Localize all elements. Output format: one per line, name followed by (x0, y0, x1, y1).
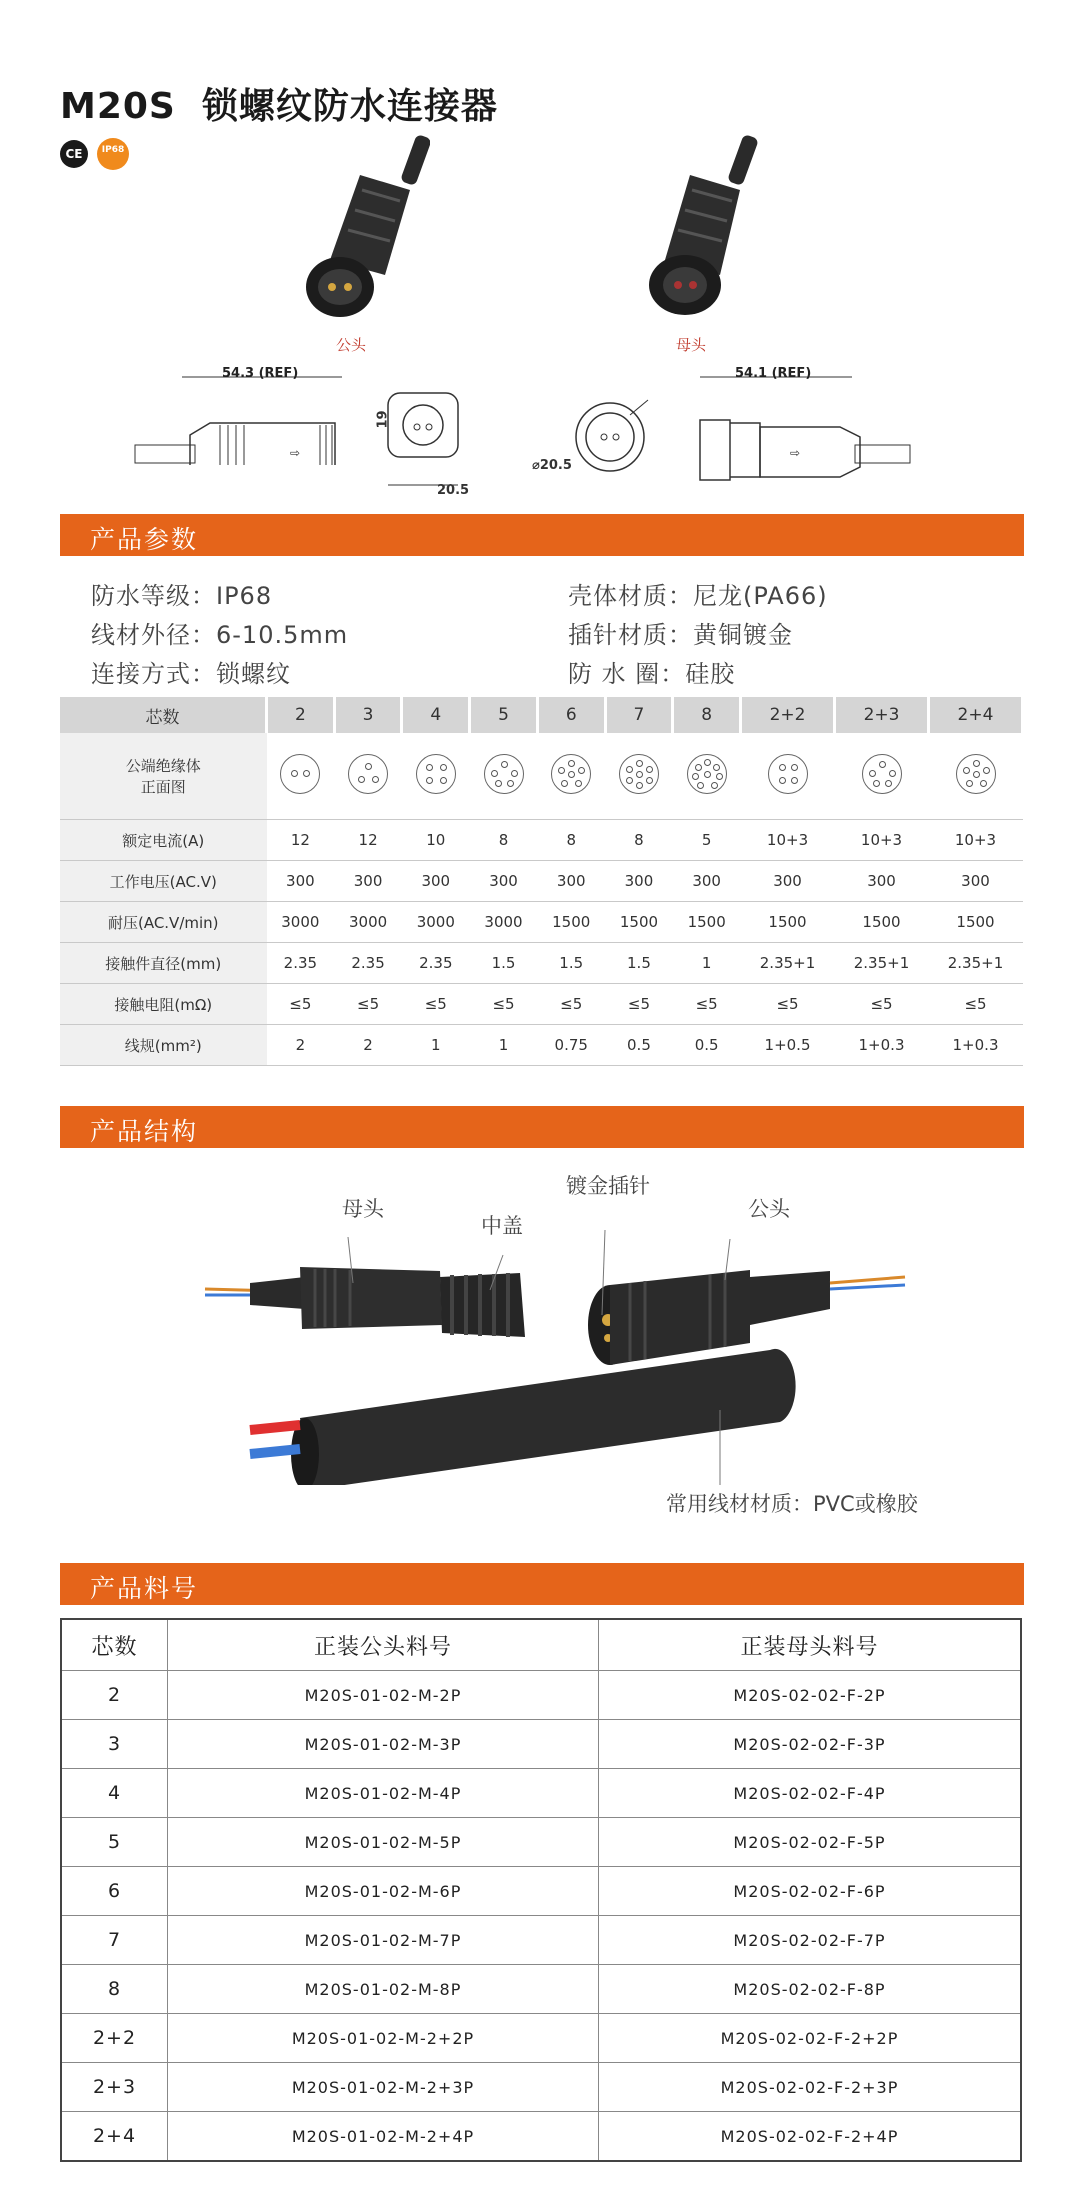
part-row (61, 1965, 1021, 2014)
param-pin-material: 插针材质：黄铜镀金 (568, 621, 793, 649)
spec-row-label: 接触电阻(mΩ) (60, 984, 267, 1025)
spec-cell: 0.5 (673, 1025, 741, 1066)
spec-cell: 300 (537, 861, 605, 902)
spec-cell: 300 (267, 861, 335, 902)
female-length-label: 54.1 (REF) (735, 366, 812, 381)
female-part-number: M20S-02-02-F-6P (599, 1867, 1022, 1916)
label-male: 公头 (748, 1197, 790, 1221)
spec-cell: ≤5 (537, 984, 605, 1025)
core-count: 8 (673, 697, 741, 733)
female-part-number: M20S-02-02-F-3P (599, 1720, 1022, 1769)
spec-rows (60, 820, 1023, 1066)
part-row (61, 1671, 1021, 1720)
spec-cell: 2.35+1 (929, 943, 1023, 984)
spec-cell: 1+0.3 (835, 1025, 929, 1066)
part-header-female: 正装母头料号 (599, 1619, 1022, 1671)
spec-header-label: 芯数 (60, 697, 267, 733)
part-header-cores: 芯数 (61, 1619, 168, 1671)
female-dimension-drawing (690, 365, 920, 485)
core-count: 2+2 (741, 697, 835, 733)
core-count: 5 (470, 697, 538, 733)
spec-cell: 300 (470, 861, 538, 902)
female-part-number: M20S-02-02-F-2+2P (599, 2014, 1022, 2063)
female-part-number: M20S-02-02-F-4P (599, 1769, 1022, 1818)
param-seal: 防 水 圈：硅胶 (568, 660, 736, 688)
core-count: 7 (605, 697, 673, 733)
spec-cell: 5 (673, 820, 741, 861)
ip68-badge-icon: IP68 (97, 138, 129, 170)
part-core-cell: 7 (61, 1916, 168, 1965)
spec-cell: 300 (673, 861, 741, 902)
spec-cell: 1+0.5 (741, 1025, 835, 1066)
spec-row-label: 额定电流(A) (60, 820, 267, 861)
spec-cell: ≤5 (402, 984, 470, 1025)
part-row (61, 2063, 1021, 2112)
spec-cell: 1500 (929, 902, 1023, 943)
core-count: 3 (334, 697, 402, 733)
spec-cell: 3000 (334, 902, 402, 943)
part-row (61, 1916, 1021, 1965)
spec-cell: 10 (402, 820, 470, 861)
section-header-params (60, 514, 1024, 556)
part-core-cell: 5 (61, 1818, 168, 1867)
spec-cell: 2.35+1 (835, 943, 929, 984)
part-core-cell: 2+3 (61, 2063, 168, 2112)
male-caption: 公头 (336, 336, 367, 354)
face-label-line1: 公端绝缘体 (125, 757, 201, 775)
core-count: 4 (402, 697, 470, 733)
part-core-cell: 6 (61, 1867, 168, 1916)
section-title: 产品料号 (90, 1574, 199, 1603)
spec-cell: 300 (402, 861, 470, 902)
pin-layout-4-icon (416, 754, 456, 794)
part-row (61, 1818, 1021, 1867)
spec-cell: ≤5 (334, 984, 402, 1025)
female-connector-image (640, 135, 780, 325)
spec-cell: 1500 (537, 902, 605, 943)
female-part-number: M20S-02-02-F-8P (599, 1965, 1022, 2014)
spec-cell: 2 (334, 1025, 402, 1066)
spec-cell: 1500 (741, 902, 835, 943)
female-part-number: M20S-02-02-F-2+3P (599, 2063, 1022, 2112)
section-header-parts (60, 1563, 1024, 1605)
part-rows (61, 1671, 1021, 2162)
label-female: 母头 (342, 1197, 384, 1221)
spec-cell: 8 (470, 820, 538, 861)
spec-cell: 3000 (470, 902, 538, 943)
male-length-label: 54.3 (REF) (222, 366, 299, 381)
section-header-structure (60, 1106, 1024, 1148)
female-part-number: M20S-02-02-F-2+4P (599, 2112, 1022, 2162)
param-waterproof: 防水等级：IP68 (91, 582, 273, 610)
diameter-label: ⌀20.5 (532, 458, 572, 473)
part-core-cell: 4 (61, 1769, 168, 1818)
spec-cell: 12 (267, 820, 335, 861)
svg-text:⇨: ⇨ (290, 446, 301, 460)
spec-cell: 1+0.3 (929, 1025, 1023, 1066)
part-row (61, 1720, 1021, 1769)
param-connection: 连接方式：锁螺纹 (91, 660, 291, 688)
spec-row-label: 接触件直径(mm) (60, 943, 267, 984)
core-count: 6 (537, 697, 605, 733)
part-header-row (61, 1619, 1021, 1671)
spec-cell: 1.5 (537, 943, 605, 984)
pin-layout-7-icon (619, 754, 659, 794)
male-part-number: M20S-01-02-M-6P (168, 1867, 599, 1916)
spec-cell: 300 (835, 861, 929, 902)
spec-cell: 3000 (402, 902, 470, 943)
section-title: 产品结构 (90, 1117, 199, 1146)
male-part-number: M20S-01-02-M-4P (168, 1769, 599, 1818)
pin-layout-2p2-icon (768, 754, 808, 794)
part-row (61, 1769, 1021, 1818)
female-caption: 母头 (676, 336, 707, 354)
spec-cell: 300 (741, 861, 835, 902)
spec-row-label: 线规(mm²) (60, 1025, 267, 1066)
core-count: 2+4 (929, 697, 1023, 733)
spec-cell: 10+3 (741, 820, 835, 861)
label-cable-material: 常用线材材质：PVC或橡胶 (666, 1492, 918, 1516)
part-row (61, 2014, 1021, 2063)
page-title (60, 78, 498, 129)
male-part-number: M20S-01-02-M-2+2P (168, 2014, 599, 2063)
width-label: 20.5 (437, 483, 470, 498)
spec-row (60, 943, 1023, 984)
spec-cell: 0.75 (537, 1025, 605, 1066)
svg-text:⇨: ⇨ (790, 446, 801, 460)
spec-face-row (60, 733, 1023, 820)
spec-cell: 3000 (267, 902, 335, 943)
part-number-table (60, 1618, 1022, 2162)
male-connector-image (290, 135, 430, 325)
product-name: 锁螺纹防水连接器 (201, 86, 498, 127)
label-gold-pins: 镀金插针 (566, 1174, 650, 1198)
part-row (61, 1867, 1021, 1916)
spec-cell: 2.35 (267, 943, 335, 984)
pin-layout-2p4-icon (956, 754, 996, 794)
spec-row-label: 耐压(AC.V/min) (60, 902, 267, 943)
spec-cell: 1.5 (470, 943, 538, 984)
spec-cell: 2.35+1 (741, 943, 835, 984)
part-core-cell: 8 (61, 1965, 168, 2014)
label-cap: 中盖 (481, 1214, 523, 1238)
spec-cell: ≤5 (741, 984, 835, 1025)
spec-cell: 300 (929, 861, 1023, 902)
part-core-cell: 2 (61, 1671, 168, 1720)
female-part-number: M20S-02-02-F-2P (599, 1671, 1022, 1720)
section-title: 产品参数 (90, 525, 199, 554)
height-label: 19 (375, 410, 391, 429)
spec-cell: 2.35 (334, 943, 402, 984)
spec-cell: 10+3 (929, 820, 1023, 861)
model-code: M20S (60, 86, 176, 127)
spec-cell: 1 (402, 1025, 470, 1066)
part-row (61, 2112, 1021, 2162)
core-count: 2 (267, 697, 335, 733)
spec-cell: 1 (470, 1025, 538, 1066)
spec-cell: 2.35 (402, 943, 470, 984)
face-label-line2: 正面图 (140, 778, 186, 796)
spec-cell: 1500 (605, 902, 673, 943)
male-part-number: M20S-01-02-M-2P (168, 1671, 599, 1720)
female-part-number: M20S-02-02-F-5P (599, 1818, 1022, 1867)
spec-table (60, 697, 1024, 1066)
male-face-drawing (372, 385, 482, 495)
spec-cell: 12 (334, 820, 402, 861)
spec-cell: 0.5 (605, 1025, 673, 1066)
pin-layout-2p3-icon (862, 754, 902, 794)
male-part-number: M20S-01-02-M-5P (168, 1818, 599, 1867)
pin-layout-5-icon (484, 754, 524, 794)
spec-cell: 1.5 (605, 943, 673, 984)
male-part-number: M20S-01-02-M-3P (168, 1720, 599, 1769)
param-shell: 壳体材质：尼龙(PA66) (568, 582, 828, 610)
spec-row-label: 工作电压(AC.V) (60, 861, 267, 902)
part-core-cell: 2+2 (61, 2014, 168, 2063)
spec-cell: ≤5 (470, 984, 538, 1025)
face-label (60, 733, 267, 820)
pin-layout-6-icon (551, 754, 591, 794)
structure-illustration (190, 1225, 990, 1485)
spec-header-row (60, 697, 1023, 733)
spec-cell: ≤5 (267, 984, 335, 1025)
male-part-number: M20S-01-02-M-8P (168, 1965, 599, 2014)
spec-cell: 8 (605, 820, 673, 861)
spec-row (60, 861, 1023, 902)
spec-cell: ≤5 (605, 984, 673, 1025)
ce-mark-icon: CE (60, 140, 88, 168)
spec-row (60, 984, 1023, 1025)
spec-cell: 1500 (835, 902, 929, 943)
part-header-male: 正装公头料号 (168, 1619, 599, 1671)
female-part-number: M20S-02-02-F-7P (599, 1916, 1022, 1965)
spec-row (60, 1025, 1023, 1066)
part-core-cell: 2+4 (61, 2112, 168, 2162)
pin-layout-8-icon (687, 754, 727, 794)
pin-layout-2-icon (280, 754, 320, 794)
spec-cell: ≤5 (929, 984, 1023, 1025)
spec-cell: 1500 (673, 902, 741, 943)
spec-cell: ≤5 (835, 984, 929, 1025)
spec-row (60, 902, 1023, 943)
part-core-cell: 3 (61, 1720, 168, 1769)
param-cable-od: 线材外径：6-10.5mm (91, 621, 349, 649)
spec-cell: 300 (334, 861, 402, 902)
female-face-drawing (560, 395, 670, 485)
spec-cell: 300 (605, 861, 673, 902)
pin-layout-3-icon (348, 754, 388, 794)
spec-cell: 2 (267, 1025, 335, 1066)
spec-cell: ≤5 (673, 984, 741, 1025)
male-part-number: M20S-01-02-M-2+3P (168, 2063, 599, 2112)
spec-cell: 10+3 (835, 820, 929, 861)
spec-cell: 8 (537, 820, 605, 861)
male-part-number: M20S-01-02-M-2+4P (168, 2112, 599, 2162)
male-part-number: M20S-01-02-M-7P (168, 1916, 599, 1965)
core-count: 2+3 (835, 697, 929, 733)
spec-cell: 1 (673, 943, 741, 984)
spec-row (60, 820, 1023, 861)
